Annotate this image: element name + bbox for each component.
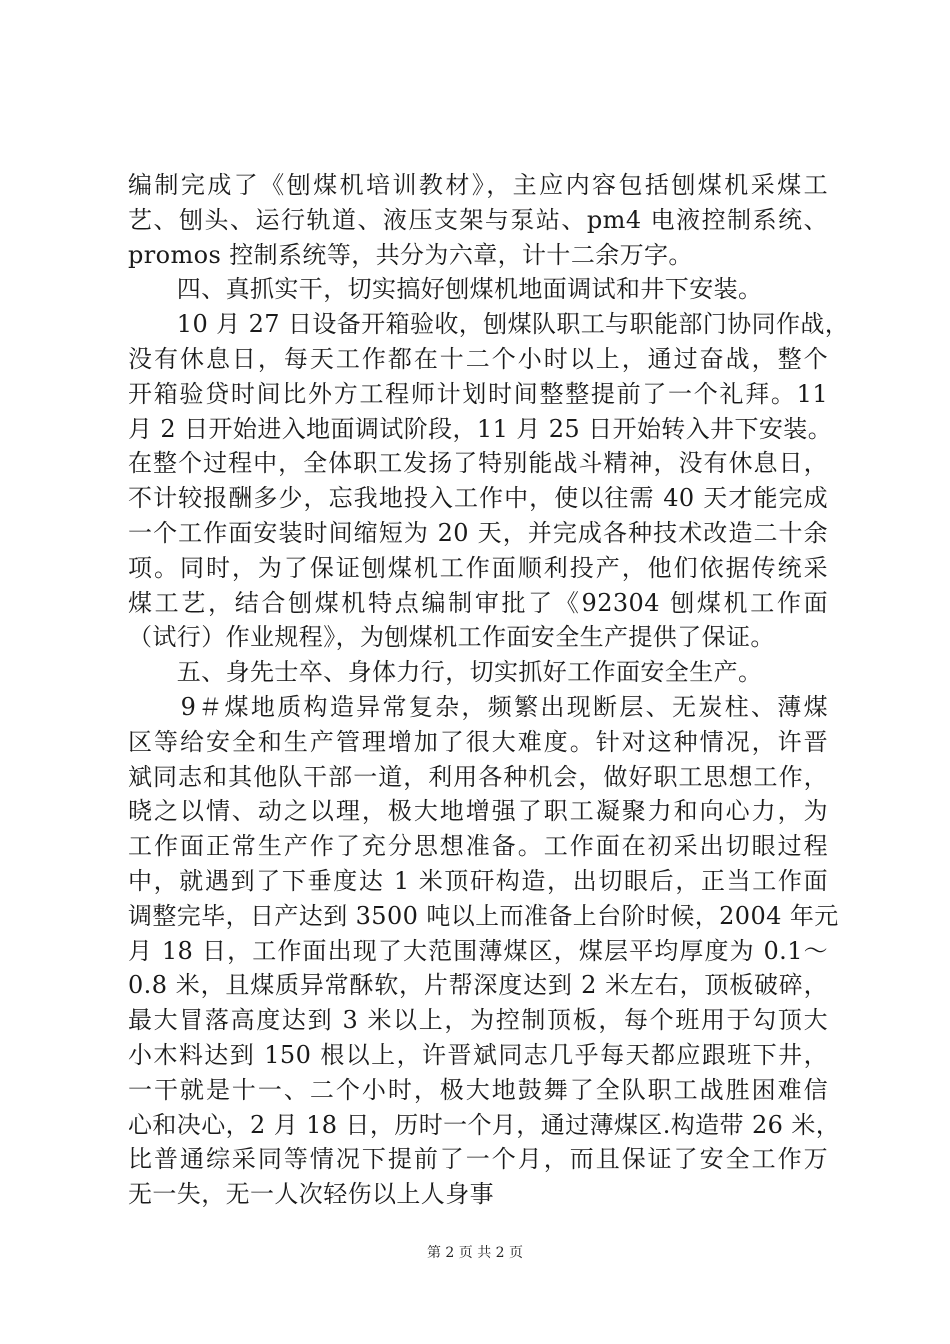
text-line: 比普通综采同等情况下提前了一个月，而且保证了安全工作万 [128,1145,828,1174]
text-line: 月 18 日，工作面出现了大范围薄煤区，煤层平均厚度为 0.1～ [128,936,828,965]
text-line: 项。同时，为了保证刨煤机工作面顺利投产，他们依据传统采 [128,553,828,582]
text-line: 煤工艺，结合刨煤机特点编制审批了《92304 刨煤机工作面 [128,588,828,617]
text-line: 10 月 27 日设备开箱验收，刨煤队职工与职能部门协同作战， [128,310,850,339]
text-line: 月 2 日开始进入地面调试阶段，11 月 25 日开始转入井下安装。 [128,414,833,443]
text-line: 0.8 米，且煤质异常酥软，片帮深度达到 2 米左右，顶板破碎， [128,971,828,1000]
text-line: 9＃煤地质构造异常复杂，频繁出现断层、无炭柱、薄煤 [128,692,828,721]
text-line: （试行）作业规程》，为刨煤机工作面安全生产提供了保证。 [128,623,775,652]
text-line: 无一失，无一人次轻伤以上人身事 [128,1180,494,1209]
text-line: 心和决心，2 月 18 日，历时一个月，通过薄煤区.构造带 26 米， [128,1110,841,1139]
document-body [128,168,850,1212]
page-number-footer: 第 2 页 共 2 页 [426,1245,524,1261]
text-line: 最大冒落高度达到 3 米以上，为控制顶板，每个班用于勾顶大 [128,1006,828,1035]
text-line: 中，就遇到了下垂度达 1 米顶矸构造，出切眼后，正当工作面 [128,866,828,895]
text-line: promos 控制系统等，共分为六章，计十二余万字。 [128,240,693,269]
text-line: 一个工作面安装时间缩短为 20 天，并完成各种技术改造二十余 [128,518,828,547]
text-line: 晓之以情、动之以理，极大地增强了职工凝聚力和向心力，为 [128,797,828,826]
text-line: 小木料达到 150 根以上，许晋斌同志几乎每天都应跟班下井， [128,1040,828,1069]
text-line: 没有休息日，每天工作都在十二个小时以上，通过奋战，整个 [128,344,828,373]
section-heading: 五、身先士卒、身体力行，切实抓好工作面安全生产。 [128,658,763,687]
text-line: 调整完毕，日产达到 3500 吨以上而准备上台阶时候，2004 年元 [128,901,839,930]
section-heading: 四、真抓实干，切实搞好刨煤机地面调试和井下安装。 [128,275,763,304]
text-line: 一干就是十一、二个小时，极大地鼓舞了全队职工战胜困难信 [128,1075,828,1104]
text-line: 不计较报酬多少，忘我地投入工作中，使以往需 40 天才能完成 [128,484,828,513]
text-line: 区等给安全和生产管理增加了很大难度。针对这种情况，许晋 [128,727,828,756]
text-line: 在整个过程中，全体职工发扬了特别能战斗精神，没有休息日， [128,449,828,478]
text-line: 艺、刨头、运行轨道、液压支架与泵站、pm4 电液控制系统、 [128,205,828,234]
text-line: 开箱验贷时间比外方工程师计划时间整整提前了一个礼拜。11 [128,379,828,408]
text-line: 斌同志和其他队干部一道，利用各种机会，做好职工思想工作， [128,762,828,791]
text-line: 编制完成了《刨煤机培训教材》，主应内容包括刨煤机采煤工 [128,171,828,199]
text-line: 工作面正常生产作了充分思想准备。工作面在初采出切眼过程 [128,832,828,861]
